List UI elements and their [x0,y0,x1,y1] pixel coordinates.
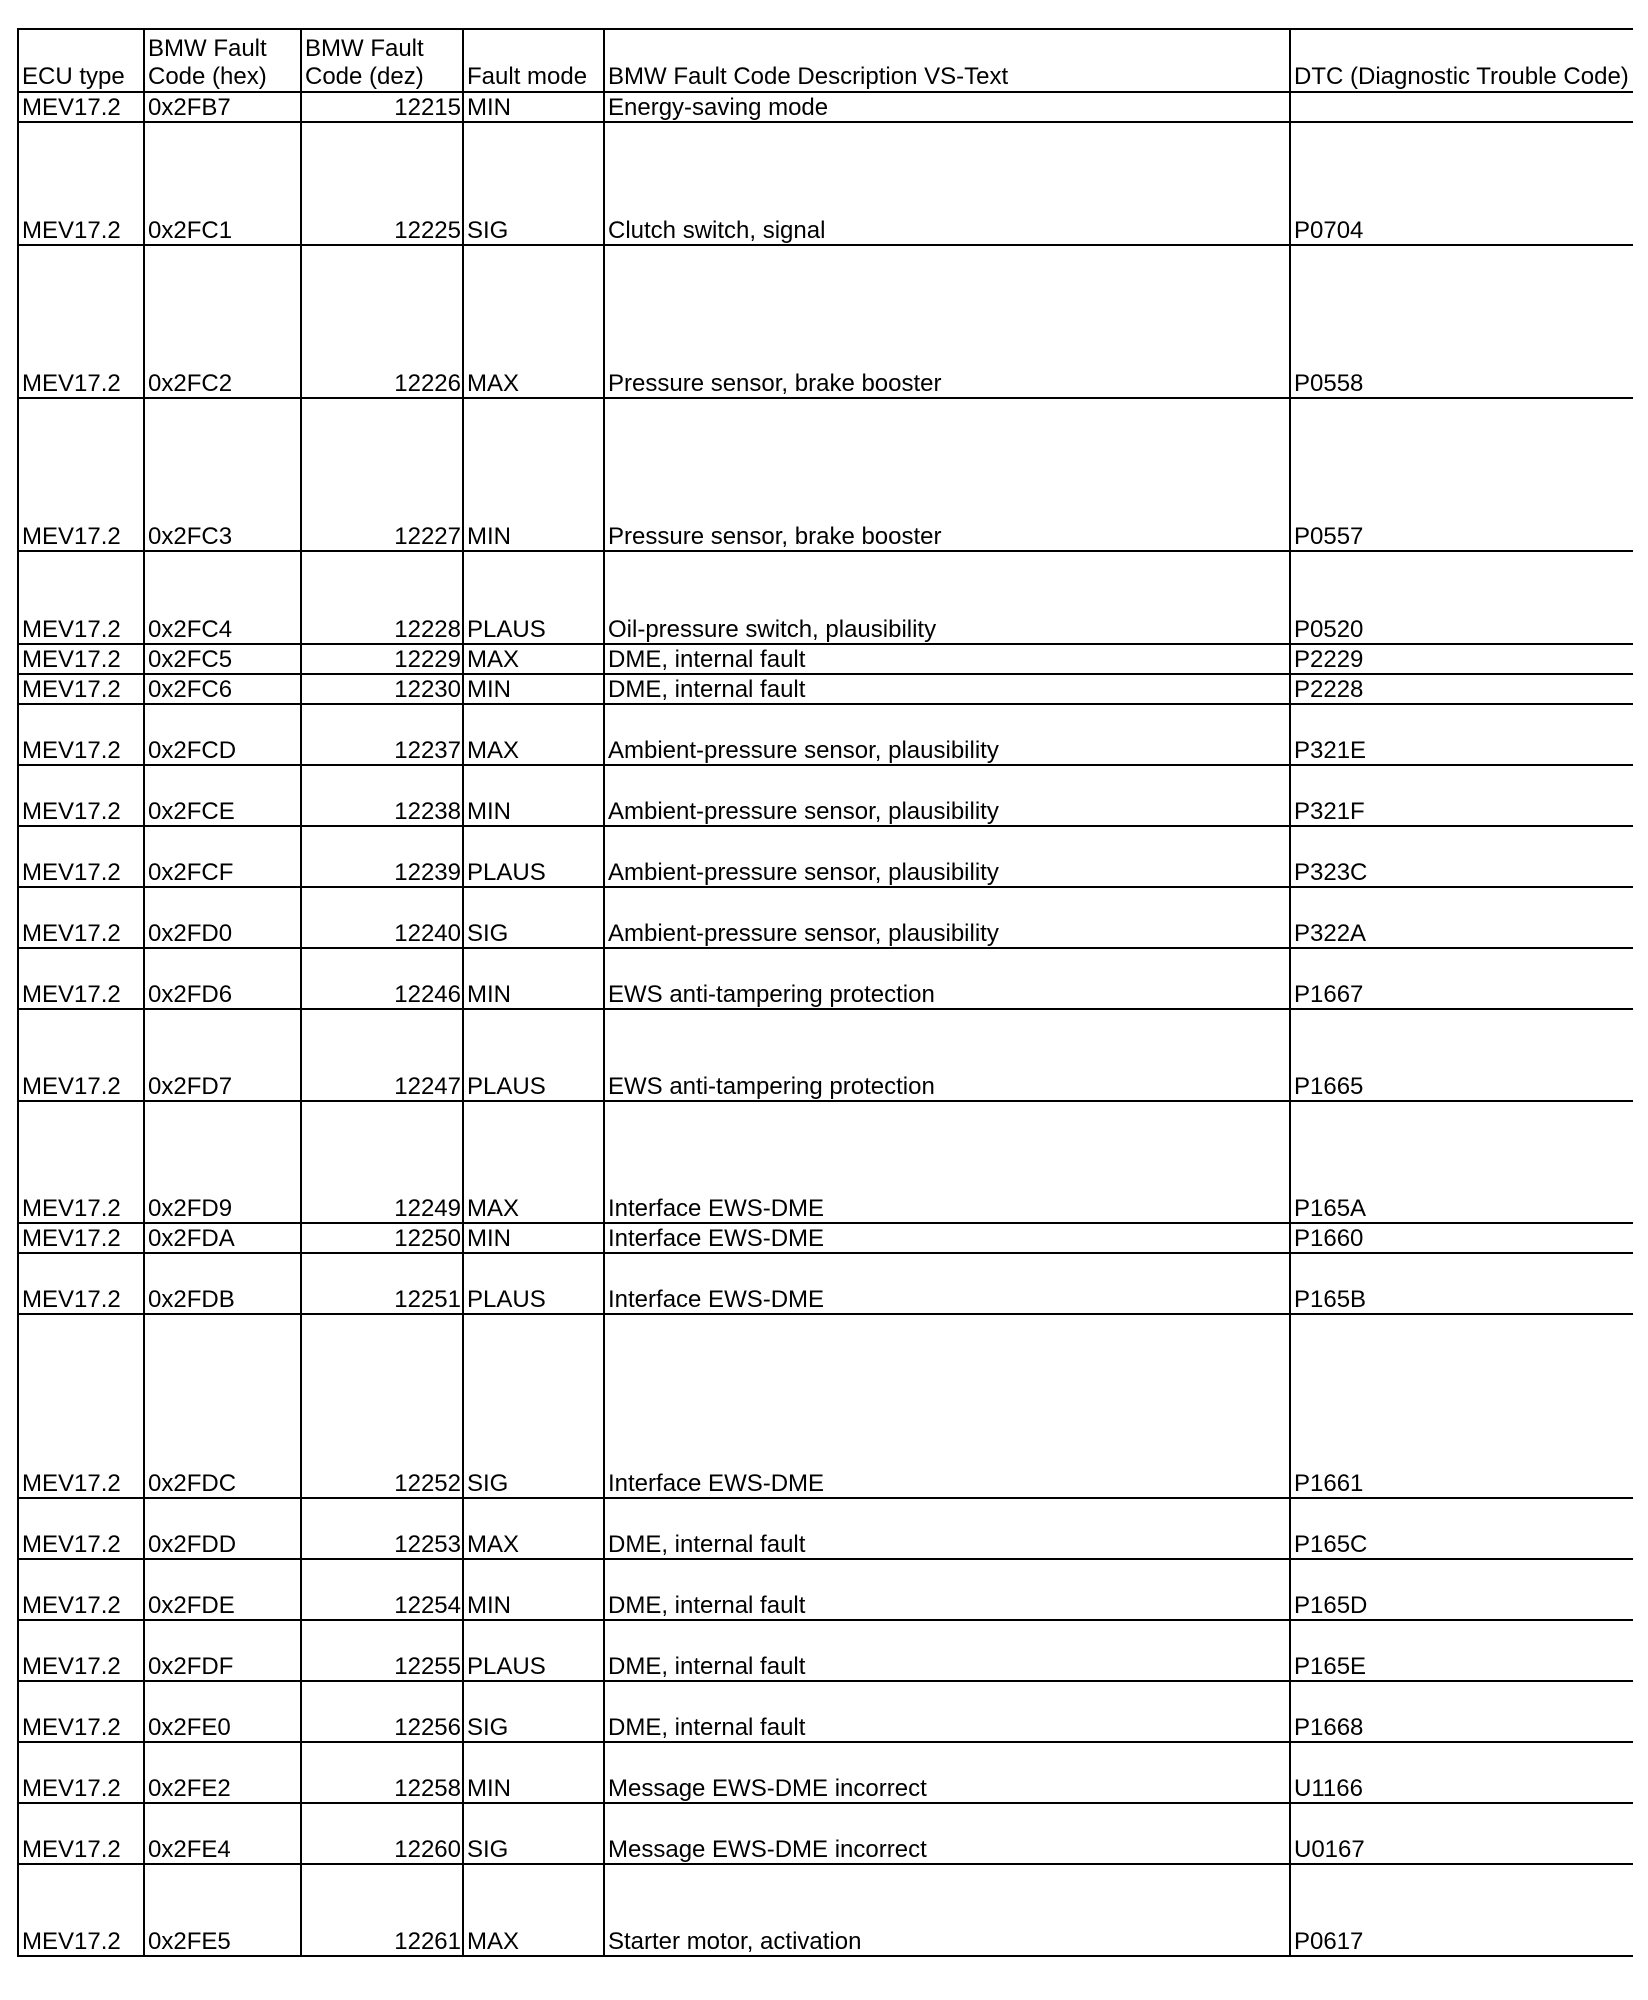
cell-fault-code-hex: 0x2FDD [144,1498,301,1559]
cell-dtc: P165B [1290,1253,1633,1314]
cell-ecu-type: MEV17.2 [18,887,144,948]
cell-fault-mode: MAX [463,1101,604,1223]
header-row [18,29,1633,92]
cell-fault-code-hex: 0x2FCD [144,704,301,765]
cell-ecu-type: MEV17.2 [18,1498,144,1559]
cell-fault-code-hex: 0x2FD0 [144,887,301,948]
cell-fault-code-dez: 12230 [301,674,463,704]
cell-description: DME, internal fault [604,1681,1290,1742]
table-row [18,398,1633,551]
cell-fault-code-hex: 0x2FCF [144,826,301,887]
header-description: BMW Fault Code Description VS-Text [604,29,1290,92]
cell-ecu-type: MEV17.2 [18,1253,144,1314]
cell-ecu-type: MEV17.2 [18,674,144,704]
cell-description: Oil-pressure switch, plausibility [604,551,1290,644]
cell-ecu-type: MEV17.2 [18,1223,144,1253]
cell-ecu-type: MEV17.2 [18,92,144,122]
cell-fault-code-dez: 12249 [301,1101,463,1223]
cell-fault-code-hex: 0x2FD6 [144,948,301,1009]
cell-dtc: P323C [1290,826,1633,887]
cell-fault-mode: MAX [463,704,604,765]
cell-fault-code-dez: 12229 [301,644,463,674]
cell-dtc: P1660 [1290,1223,1633,1253]
cell-fault-code-hex: 0x2FD9 [144,1101,301,1223]
cell-fault-mode: MIN [463,765,604,826]
table-row [18,1253,1633,1314]
table-row [18,1559,1633,1620]
table-row [18,887,1633,948]
table-row [18,1803,1633,1864]
table-row [18,1620,1633,1681]
cell-fault-code-hex: 0x2FC1 [144,122,301,245]
cell-fault-code-hex: 0x2FE2 [144,1742,301,1803]
cell-ecu-type: MEV17.2 [18,826,144,887]
cell-ecu-type: MEV17.2 [18,245,144,398]
table-row [18,674,1633,704]
table-row [18,1223,1633,1253]
cell-fault-code-dez: 12254 [301,1559,463,1620]
cell-dtc [1290,92,1633,122]
cell-dtc: P1668 [1290,1681,1633,1742]
cell-fault-code-dez: 12238 [301,765,463,826]
cell-dtc: P1667 [1290,948,1633,1009]
cell-fault-code-hex: 0x2FB7 [144,92,301,122]
cell-description: Interface EWS-DME [604,1101,1290,1223]
cell-ecu-type: MEV17.2 [18,122,144,245]
cell-dtc: P0558 [1290,245,1633,398]
cell-ecu-type: MEV17.2 [18,948,144,1009]
cell-fault-mode: MIN [463,948,604,1009]
cell-ecu-type: MEV17.2 [18,704,144,765]
cell-fault-mode: MIN [463,1223,604,1253]
cell-dtc: P0704 [1290,122,1633,245]
cell-fault-mode: SIG [463,1314,604,1498]
cell-fault-mode: PLAUS [463,1253,604,1314]
cell-dtc: P0520 [1290,551,1633,644]
cell-ecu-type: MEV17.2 [18,1803,144,1864]
cell-description: Ambient-pressure sensor, plausibility [604,887,1290,948]
cell-fault-code-hex: 0x2FC6 [144,674,301,704]
cell-fault-code-hex: 0x2FE4 [144,1803,301,1864]
cell-fault-mode: PLAUS [463,1620,604,1681]
cell-fault-code-dez: 12251 [301,1253,463,1314]
cell-fault-code-dez: 12247 [301,1009,463,1101]
table-row [18,1009,1633,1101]
cell-fault-mode: MIN [463,92,604,122]
cell-fault-mode: PLAUS [463,1009,604,1101]
cell-ecu-type: MEV17.2 [18,1620,144,1681]
table-row [18,245,1633,398]
cell-dtc: P1661 [1290,1314,1633,1498]
cell-fault-code-hex: 0x2FDA [144,1223,301,1253]
cell-fault-code-hex: 0x2FE5 [144,1864,301,1956]
cell-description: Interface EWS-DME [604,1314,1290,1498]
cell-fault-code-dez: 12237 [301,704,463,765]
cell-fault-mode: MAX [463,1864,604,1956]
cell-fault-code-dez: 12258 [301,1742,463,1803]
cell-description: Ambient-pressure sensor, plausibility [604,765,1290,826]
cell-dtc: P1665 [1290,1009,1633,1101]
cell-fault-code-hex: 0x2FDB [144,1253,301,1314]
cell-description: DME, internal fault [604,1559,1290,1620]
cell-dtc: P165A [1290,1101,1633,1223]
cell-dtc: P0557 [1290,398,1633,551]
cell-fault-code-dez: 12256 [301,1681,463,1742]
cell-fault-code-hex: 0x2FC5 [144,644,301,674]
cell-ecu-type: MEV17.2 [18,644,144,674]
cell-fault-code-dez: 12260 [301,1803,463,1864]
cell-description: DME, internal fault [604,674,1290,704]
header-fault-code-dez: BMW Fault Code (dez) [301,29,463,92]
cell-fault-code-hex: 0x2FCE [144,765,301,826]
table-row [18,765,1633,826]
cell-fault-mode: SIG [463,1681,604,1742]
cell-fault-mode: MAX [463,245,604,398]
cell-dtc: P321F [1290,765,1633,826]
cell-ecu-type: MEV17.2 [18,1009,144,1101]
cell-fault-mode: MIN [463,398,604,551]
cell-ecu-type: MEV17.2 [18,1864,144,1956]
cell-fault-code-dez: 12228 [301,551,463,644]
cell-description: Starter motor, activation [604,1864,1290,1956]
cell-fault-code-hex: 0x2FC4 [144,551,301,644]
cell-fault-code-hex: 0x2FD7 [144,1009,301,1101]
header-fault-code-hex: BMW Fault Code (hex) [144,29,301,92]
cell-fault-code-dez: 12225 [301,122,463,245]
cell-fault-code-dez: 12239 [301,826,463,887]
header-ecu-type: ECU type [18,29,144,92]
cell-fault-mode: MIN [463,1742,604,1803]
cell-fault-mode: MIN [463,674,604,704]
header-fault-mode: Fault mode [463,29,604,92]
cell-ecu-type: MEV17.2 [18,1559,144,1620]
table-row [18,948,1633,1009]
table-row [18,551,1633,644]
cell-description: Pressure sensor, brake booster [604,398,1290,551]
cell-description: Interface EWS-DME [604,1223,1290,1253]
table-row [18,1742,1633,1803]
cell-fault-code-dez: 12252 [301,1314,463,1498]
cell-dtc: P0617 [1290,1864,1633,1956]
cell-fault-mode: SIG [463,1803,604,1864]
table-row [18,1314,1633,1498]
cell-description: Energy-saving mode [604,92,1290,122]
cell-ecu-type: MEV17.2 [18,1681,144,1742]
cell-fault-code-dez: 12250 [301,1223,463,1253]
cell-fault-mode: MAX [463,644,604,674]
table-body [18,92,1633,1956]
cell-fault-code-dez: 12261 [301,1864,463,1956]
cell-fault-mode: MIN [463,1559,604,1620]
cell-dtc: P165D [1290,1559,1633,1620]
cell-description: EWS anti-tampering protection [604,1009,1290,1101]
table-row [18,92,1633,122]
table-row [18,826,1633,887]
table-row [18,1101,1633,1223]
cell-description: Ambient-pressure sensor, plausibility [604,826,1290,887]
cell-description: Interface EWS-DME [604,1253,1290,1314]
cell-dtc: P165C [1290,1498,1633,1559]
cell-ecu-type: MEV17.2 [18,1314,144,1498]
cell-fault-code-dez: 12215 [301,92,463,122]
cell-fault-mode: SIG [463,122,604,245]
cell-fault-code-hex: 0x2FC2 [144,245,301,398]
table-row [18,1681,1633,1742]
cell-fault-code-hex: 0x2FE0 [144,1681,301,1742]
cell-dtc: U0167 [1290,1803,1633,1864]
cell-dtc: P2228 [1290,674,1633,704]
cell-fault-code-hex: 0x2FDF [144,1620,301,1681]
cell-fault-code-hex: 0x2FC3 [144,398,301,551]
cell-fault-mode: PLAUS [463,551,604,644]
cell-fault-code-dez: 12253 [301,1498,463,1559]
cell-dtc: P321E [1290,704,1633,765]
cell-dtc: P165E [1290,1620,1633,1681]
cell-fault-code-hex: 0x2FDE [144,1559,301,1620]
fault-code-table [17,28,1633,1957]
table-row [18,122,1633,245]
cell-fault-code-dez: 12227 [301,398,463,551]
table-row [18,644,1633,674]
cell-fault-code-dez: 12255 [301,1620,463,1681]
cell-fault-code-hex: 0x2FDC [144,1314,301,1498]
cell-ecu-type: MEV17.2 [18,1742,144,1803]
cell-ecu-type: MEV17.2 [18,1101,144,1223]
cell-fault-mode: MAX [463,1498,604,1559]
cell-fault-mode: SIG [463,887,604,948]
cell-fault-code-dez: 12240 [301,887,463,948]
cell-description: Ambient-pressure sensor, plausibility [604,704,1290,765]
cell-description: Pressure sensor, brake booster [604,245,1290,398]
cell-description: Message EWS-DME incorrect [604,1803,1290,1864]
table-row [18,1864,1633,1956]
cell-description: DME, internal fault [604,1498,1290,1559]
cell-description: DME, internal fault [604,1620,1290,1681]
cell-description: DME, internal fault [604,644,1290,674]
cell-ecu-type: MEV17.2 [18,765,144,826]
header-dtc: DTC (Diagnostic Trouble Code) [1290,29,1633,92]
cell-dtc: P322A [1290,887,1633,948]
cell-fault-code-dez: 12226 [301,245,463,398]
cell-ecu-type: MEV17.2 [18,398,144,551]
cell-ecu-type: MEV17.2 [18,551,144,644]
cell-dtc: P2229 [1290,644,1633,674]
cell-description: EWS anti-tampering protection [604,948,1290,1009]
cell-fault-code-dez: 12246 [301,948,463,1009]
cell-fault-mode: PLAUS [463,826,604,887]
cell-description: Clutch switch, signal [604,122,1290,245]
cell-dtc: U1166 [1290,1742,1633,1803]
table-row [18,1498,1633,1559]
table-row [18,704,1633,765]
cell-description: Message EWS-DME incorrect [604,1742,1290,1803]
